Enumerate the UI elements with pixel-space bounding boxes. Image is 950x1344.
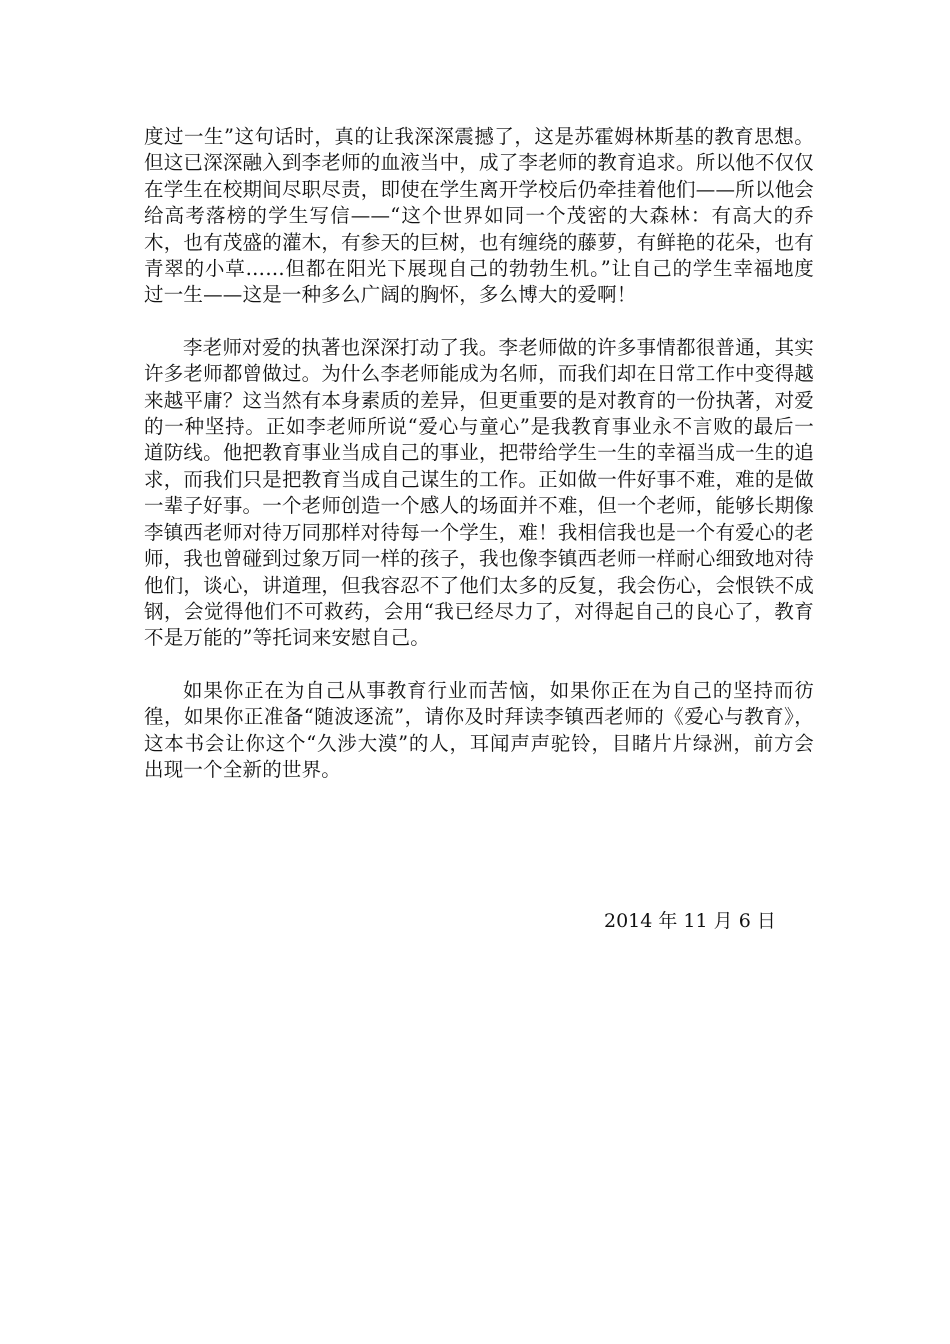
document-date: 2014 年 11 月 6 日	[604, 910, 776, 932]
paragraph-continuation: 度过一生”这句话时，真的让我深深震撼了，这是苏霍姆林斯基的教育思想。但这已深深融入到李老师的血液当中，成了李老师的教育追求。所以他不仅仅在学生在校期间尽职尽责，即使在学生离开学校后仍牵挂着他们——所以他会给高考落榜的学生写信——“这个世界如同一个茂密的大森林：有高大的乔木，也有茂盛的灌木，有参天的巨树，也有缠绕的藤萝，有鲜艳的花朵，也有青翠的小草……但都在阳光下展现自己的勃勃生机。”让自己的学生幸福地度过一生——这是一种多么广阔的胸怀，多么博大的爱啊！	[144, 125, 814, 307]
paragraph-recommendation: 如果你正在为自己从事教育行业而苦恼，如果你正在为自己的坚持而彷徨，如果你正准备“随波逐流”，请你及时拜读李镇西老师的《爱心与教育》，这本书会让你这个“久涉大漠”的人，耳闻声声驼铃，目睹片片绿洲，前方会出现一个全新的世界。	[144, 678, 814, 781]
paragraph-love-persistence: 李老师对爱的执著也深深打动了我。李老师做的许多事情都很普通，其实许多老师都曾做过。为什么李老师能成为名师，而我们却在日常工作中变得越来越平庸？这当然有本身素质的差异，但更重要的是对教育的一份执著，对爱的一种坚持。正如李老师所说“爱心与童心”是我教育事业永不言败的最后一道防线。他把教育事业当成自己的事业，把带给学生一生的幸福当成一生的追求，而我们只是把教育当成自己谋生的工作。正如做一件好事不难，难的是做一辈子好事。一个老师创造一个感人的场面并不难，但一个老师，能够长期像李镇西老师对待万同那样对待每一个学生，难！我相信我也是一个有爱心的老师，我也曾碰到过象万同一样的孩子，我也像李镇西老师一样耐心细致地对待他们，谈心，讲道理，但我容忍不了他们太多的反复，我会伤心，会恨铁不成钢，会觉得他们不可救药，会用“我已经尽力了，对得起自己的良心了，教育不是万能的”等托词来安慰自己。	[144, 335, 814, 650]
document-body	[144, 124, 814, 783]
